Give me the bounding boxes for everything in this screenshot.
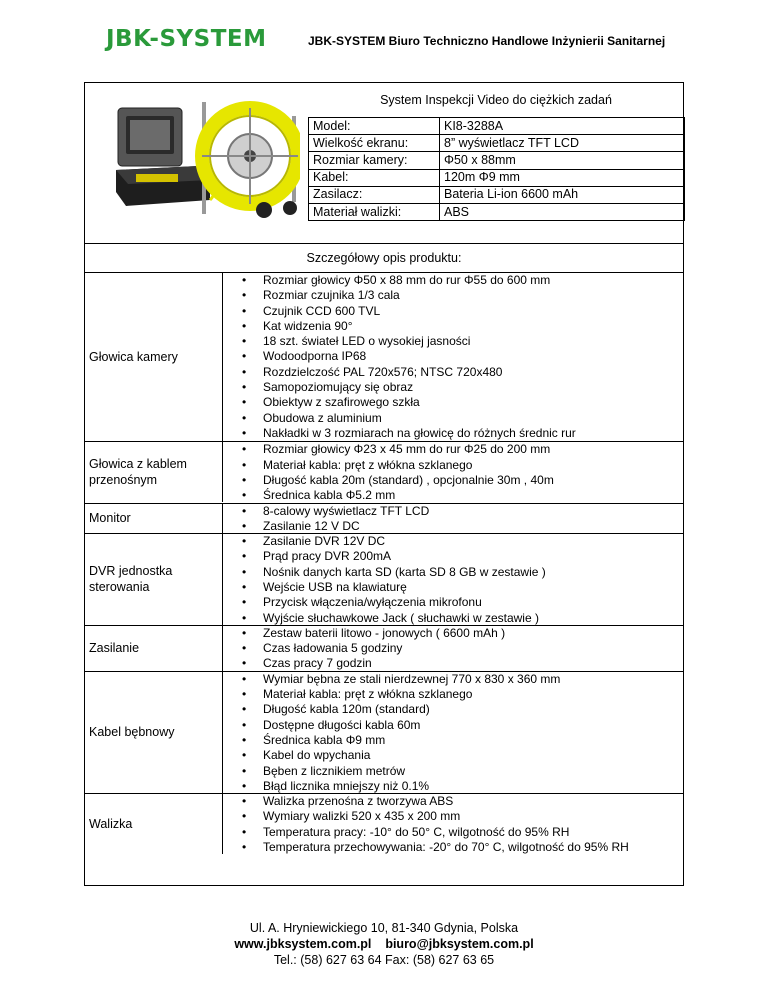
details-heading: Szczegółowy opis produktu: bbox=[84, 243, 684, 273]
details-section bbox=[85, 273, 683, 441]
details-section bbox=[85, 625, 683, 671]
list-item: • Rozmiar czujnika 1/3 cala bbox=[223, 288, 683, 303]
list-item: • Rozmiar głowicy Φ50 x 88 mm do rur Φ55 do 600 mm bbox=[223, 273, 683, 288]
spec-row bbox=[309, 135, 685, 152]
list-item: • Temperatura pracy: -10° do 50° C, wilgotność do 95% RH bbox=[223, 825, 683, 840]
spec-row bbox=[309, 203, 685, 220]
section-items bbox=[223, 534, 683, 626]
list-item: • Kat widzenia 90° bbox=[223, 319, 683, 334]
list-item: • Długość kabla 20m (standard) , opcjonalnie 30m , 40m bbox=[223, 473, 683, 488]
section-label: Głowica z kablem przenośnym bbox=[85, 442, 223, 502]
footer bbox=[0, 920, 768, 968]
company-logo: JBK-SYSTEM bbox=[106, 26, 267, 52]
list-item: • Czas pracy 7 godzin bbox=[223, 656, 683, 671]
footer-email[interactable]: biuro@jbksystem.com.pl bbox=[385, 937, 534, 951]
list-item: • Zasilanie 12 V DC bbox=[223, 519, 683, 534]
list-item: • Rozmiar głowicy Φ23 x 45 mm do rur Φ25 do 200 mm bbox=[223, 442, 683, 457]
list-item: • Błąd licznika mniejszy niż 0.1% bbox=[223, 779, 683, 794]
spec-key: Model: bbox=[309, 118, 440, 135]
section-label: Monitor bbox=[85, 504, 223, 534]
section-items bbox=[223, 672, 683, 794]
spec-row bbox=[309, 169, 685, 186]
spec-row bbox=[309, 118, 685, 135]
details-section bbox=[85, 533, 683, 625]
list-item: • Materiał kabla: pręt z włókna szklanego bbox=[223, 687, 683, 702]
footer-contacts bbox=[0, 936, 768, 952]
spec-key: Materiał walizki: bbox=[309, 203, 440, 220]
list-item: • Czas ładowania 5 godziny bbox=[223, 641, 683, 656]
list-item: • Kabel do wpychania bbox=[223, 748, 683, 763]
list-item: • Czujnik CCD 600 TVL bbox=[223, 304, 683, 319]
footer-phone: Tel.: (58) 627 63 64 Fax: (58) 627 63 65 bbox=[273, 953, 495, 967]
section-items bbox=[223, 504, 683, 535]
list-item: • Prąd pracy DVR 200mA bbox=[223, 549, 683, 564]
section-label: Głowica kamery bbox=[85, 273, 223, 441]
section-items bbox=[223, 442, 683, 503]
product-image bbox=[114, 96, 300, 220]
list-item: • Długość kabla 120m (standard) bbox=[223, 702, 683, 717]
list-item: • Bęben z licznikiem metrów bbox=[223, 764, 683, 779]
section-items bbox=[223, 273, 683, 441]
list-item: • Przycisk włączenia/wyłączenia mikrofonu bbox=[223, 595, 683, 610]
list-item: • Walizka przenośna z tworzywa ABS bbox=[223, 794, 683, 809]
spec-value: Bateria Li-ion 6600 mAh bbox=[440, 186, 685, 203]
spec-table bbox=[308, 117, 685, 221]
footer-website[interactable]: www.jbksystem.com.pl bbox=[234, 937, 372, 951]
spec-value: 120m Φ9 mm bbox=[440, 169, 685, 186]
section-items bbox=[223, 794, 683, 855]
list-item: • Materiał kabla: pręt z włókna szklanego bbox=[223, 458, 683, 473]
details-section bbox=[85, 503, 683, 534]
list-item: • Wymiary walizki 520 x 435 x 200 mm bbox=[223, 809, 683, 824]
spec-value: Φ50 x 88mm bbox=[440, 152, 685, 169]
spec-key: Zasilacz: bbox=[309, 186, 440, 203]
list-item: • Wejście USB na klawiaturę bbox=[223, 580, 683, 595]
spec-row bbox=[309, 186, 685, 203]
product-title: System Inspekcji Video do ciężkich zadań bbox=[380, 93, 612, 107]
spec-key: Kabel: bbox=[309, 169, 440, 186]
list-item: • Wymiar bębna ze stali nierdzewnej 770 x 830 x 360 mm bbox=[223, 672, 683, 687]
list-item: • Obudowa z aluminium bbox=[223, 411, 683, 426]
list-item: • Obiektyw z szafirowego szkła bbox=[223, 395, 683, 410]
list-item: • Średnica kabla Φ5.2 mm bbox=[223, 488, 683, 503]
list-item: • Zasilanie DVR 12V DC bbox=[223, 534, 683, 549]
list-item: • Dostępne długości kabla 60m bbox=[223, 718, 683, 733]
spec-key: Rozmiar kamery: bbox=[309, 152, 440, 169]
details-section bbox=[85, 793, 683, 854]
details-section bbox=[85, 671, 683, 793]
list-item: • 8-calowy wyświetlacz TFT LCD bbox=[223, 504, 683, 519]
spec-key: Wielkość ekranu: bbox=[309, 135, 440, 152]
list-item: • Średnica kabla Φ9 mm bbox=[223, 733, 683, 748]
spec-value: ABS bbox=[440, 203, 685, 220]
section-label: Kabel bębnowy bbox=[85, 672, 223, 793]
details-table bbox=[84, 272, 684, 886]
section-label: DVR jednostka sterowania bbox=[85, 534, 223, 625]
list-item: • Wyjście słuchawkowe Jack ( słuchawki w zestawie ) bbox=[223, 611, 683, 626]
list-item: • Temperatura przechowywania: -20° do 70° C, wilgotność do 95% RH bbox=[223, 840, 683, 855]
footer-address: Ul. A. Hryniewickiego 10, 81-340 Gdynia, Polska bbox=[249, 921, 519, 935]
list-item: • 18 szt. świateł LED o wysokiej jasności bbox=[223, 334, 683, 349]
section-label: Walizka bbox=[85, 794, 223, 854]
list-item: • Samopoziomujący się obraz bbox=[223, 380, 683, 395]
section-label: Zasilanie bbox=[85, 626, 223, 671]
spec-value: 8” wyświetlacz TFT LCD bbox=[440, 135, 685, 152]
spec-row bbox=[309, 152, 685, 169]
list-item: • Zestaw baterii litowo - jonowych ( 6600 mAh ) bbox=[223, 626, 683, 641]
list-item: • Rozdzielczość PAL 720x576; NTSC 720x480 bbox=[223, 365, 683, 380]
section-items bbox=[223, 626, 683, 672]
list-item: • Nośnik danych karta SD (karta SD 8 GB w zestawie ) bbox=[223, 565, 683, 580]
list-item: • Wodoodporna IP68 bbox=[223, 349, 683, 364]
details-section bbox=[85, 441, 683, 502]
list-item: • Nakładki w 3 rozmiarach na głowicę do różnych średnic rur bbox=[223, 426, 683, 441]
spec-value: KI8-3288A bbox=[440, 118, 685, 135]
company-name: JBK-SYSTEM Biuro Techniczno Handlowe Inżynierii Sanitarnej bbox=[308, 34, 666, 48]
